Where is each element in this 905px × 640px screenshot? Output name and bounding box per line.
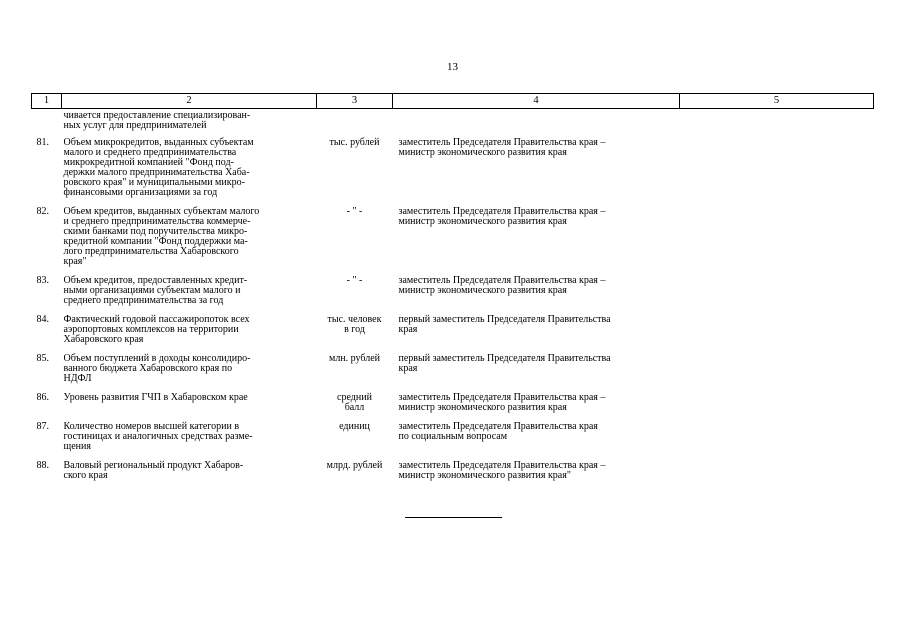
continuation-text: чивается предоставление специализирован- ных услуг для предпринимателей <box>63 110 251 131</box>
indicator-text: Объем кредитов, выданных субъектам малого и среднего предпринимательства коммерче- скими банками под поручительства микро- кредитной компании "Фонд поддержки ма- лого предпринимательства Хабаровского края" <box>63 206 260 267</box>
table-row <box>32 131 874 198</box>
header-col-1: 1 <box>32 94 62 109</box>
indicator-text: Валовый региональный продукт Хабаров- ского края <box>63 460 244 481</box>
row-number: 81. <box>36 137 49 148</box>
table-row <box>32 345 874 384</box>
unit-text: млн. рублей <box>328 353 381 364</box>
page-number: 13 <box>447 61 458 73</box>
table-body <box>32 109 874 482</box>
col5-cell <box>680 413 874 452</box>
unit-text: единиц <box>339 421 370 432</box>
indicator-text: Объем поступлений в доходы консолидиро- ванного бюджета Хабаровского края по НДФЛ <box>63 353 251 384</box>
row-number: 88. <box>36 460 49 471</box>
row-number: 87. <box>36 421 49 432</box>
table-row <box>32 452 874 481</box>
header-col-4: 4 <box>393 94 680 109</box>
col5-cell <box>680 384 874 413</box>
unit-text: млрд. рублей <box>326 460 383 471</box>
row-number: 84. <box>36 314 49 325</box>
table-row <box>32 413 874 452</box>
header-col-5: 5 <box>680 94 874 109</box>
header-col-3: 3 <box>317 94 393 109</box>
table-row <box>32 306 874 345</box>
col5-cell <box>680 198 874 267</box>
table-row <box>32 198 874 267</box>
responsible-text: заместитель Председателя Правительства края – министр экономического развития края <box>398 206 606 227</box>
unit-text: - " - <box>346 275 363 286</box>
col5-cell <box>680 452 874 481</box>
table-row <box>32 267 874 306</box>
unit-text: тыс. человек в год <box>327 314 382 335</box>
unit-text: средний балл <box>337 392 372 413</box>
col5-cell <box>680 267 874 306</box>
row-number: 82. <box>36 206 49 217</box>
indicator-text: Уровень развития ГЧП в Хабаровском крае <box>63 392 248 403</box>
responsible-text: первый заместитель Председателя Правительства края <box>398 314 611 335</box>
header-col-2: 2 <box>62 94 317 109</box>
indicator-text: Фактический годовой пассажиропоток всех аэропортовых комплексов на территории Хабаровского края <box>63 314 250 345</box>
responsible-text: заместитель Председателя Правительства края по социальным вопросам <box>398 421 598 442</box>
continuation-row <box>32 109 874 132</box>
indicator-text: Объем микрокредитов, выданных субъектам малого и среднего предпринимательства микрокредитной компанией "Фонд под- держки малого предпринимательства Хаба- ровского края" и муниципальными микро- финансовыми организациями за год <box>63 137 254 198</box>
unit-text: - " - <box>346 206 363 217</box>
responsible-text: заместитель Председателя Правительства края – министр экономического развития края <box>398 137 606 158</box>
row-number: 85. <box>36 353 49 364</box>
table-row <box>32 384 874 413</box>
col5-cell <box>680 345 874 384</box>
col5-cell <box>680 131 874 198</box>
end-rule <box>405 517 502 518</box>
unit-text: тыс. рублей <box>329 137 380 148</box>
responsible-text: заместитель Председателя Правительства края – министр экономического развития края <box>398 275 606 296</box>
row-number: 86. <box>36 392 49 403</box>
row-number: 83. <box>36 275 49 286</box>
responsible-text: первый заместитель Председателя Правительства края <box>398 353 611 374</box>
indicator-text: Объем кредитов, предоставленных кредит- ными организациями субъектам малого и среднего предпринимательства за год <box>63 275 248 306</box>
col5-cell <box>680 306 874 345</box>
table-header <box>32 94 874 109</box>
indicator-text: Количество номеров высшей категории в гостиницах и аналогичных средствах разме- щения <box>63 421 253 452</box>
responsible-text: заместитель Председателя Правительства края – министр экономического развития края <box>398 392 606 413</box>
responsible-text: заместитель Председателя Правительства края – министр экономического развития края" <box>398 460 606 481</box>
indicators-table <box>31 93 874 481</box>
